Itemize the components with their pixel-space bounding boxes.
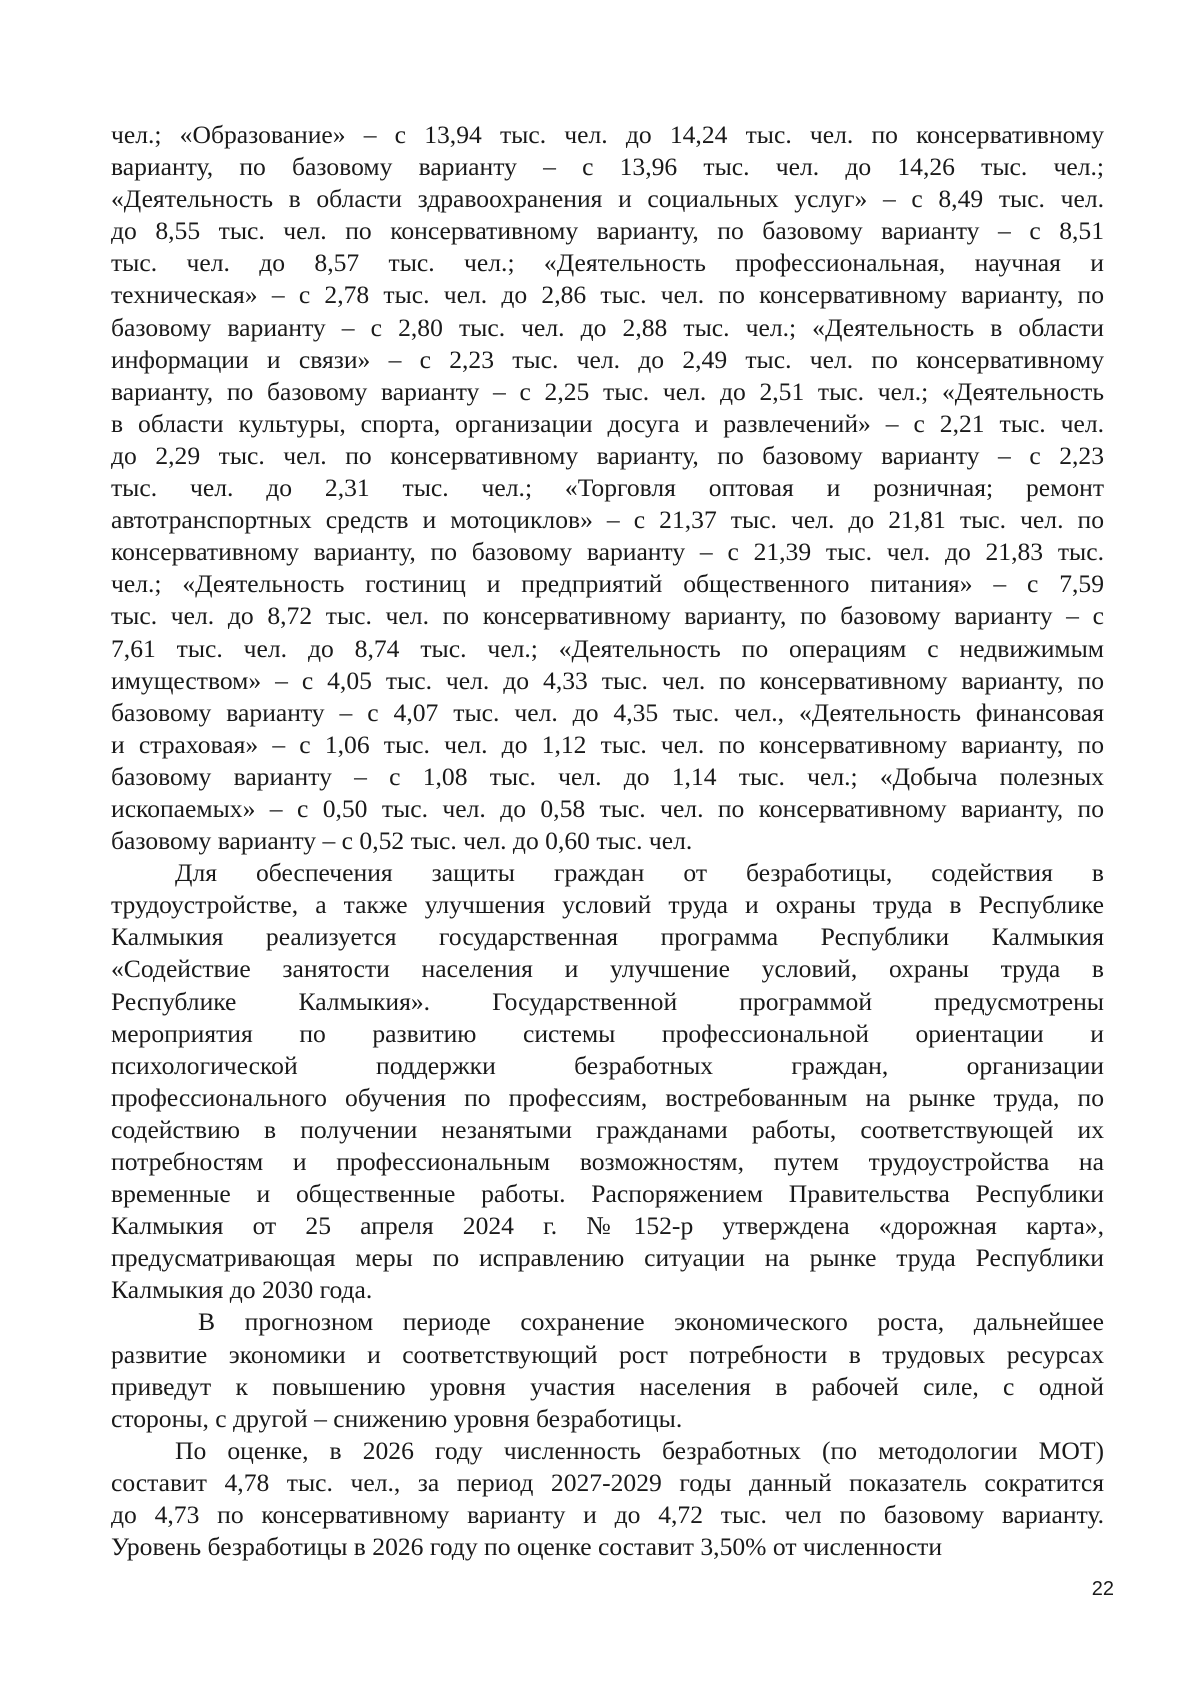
text-line: техническая» – с 2,78 тыс. чел. до 2,86 тыс. чел. по консервативному варианту, по	[111, 280, 1104, 310]
paragraph	[111, 119, 1104, 857]
text-line: развитие экономики и соответствующий рост потребности в трудовых ресурсах	[111, 1339, 1104, 1369]
text-line: базовому варианту – с 1,08 тыс. чел. до 1,14 тыс. чел.; «Добыча полезных	[111, 761, 1104, 791]
text-line: чел.; «Деятельность гостиниц и предприятий общественного питания» – с 7,59	[111, 569, 1104, 599]
text-line: Калмыкия до 2030 года.	[111, 1275, 373, 1305]
text-line: «Содействие занятости населения и улучшение условий, охраны труда в	[111, 954, 1104, 984]
text-line: базовому варианту – с 0,52 тыс. чел. до 0,60 тыс. чел.	[111, 826, 693, 856]
text-line: ископаемых» – с 0,50 тыс. чел. до 0,58 тыс. чел. по консервативному варианту, по	[111, 793, 1104, 823]
text-line: стороны, с другой – снижению уровня безработицы.	[111, 1403, 683, 1433]
text-line: тыс. чел. до 8,57 тыс. чел.; «Деятельность профессиональная, научная и	[111, 248, 1104, 278]
text-line: Калмыкия реализуется государственная программа Республики Калмыкия	[111, 922, 1104, 952]
text-line: временные и общественные работы. Распоряжением Правительства Республики	[111, 1179, 1104, 1209]
text-line: до 8,55 тыс. чел. по консервативному варианту, по базовому варианту – с 8,51	[111, 216, 1104, 246]
text-line: варианту, по базовому варианту – с 2,25 тыс. чел. до 2,51 тыс. чел.; «Деятельность	[111, 376, 1104, 406]
text-line: приведут к повышению уровня участия населения в рабочей силе, с одной	[111, 1371, 1104, 1401]
text-line: автотранспортных средств и мотоциклов» – с 21,37 тыс. чел. до 21,81 тыс. чел. по	[111, 505, 1104, 535]
text-line: чел.; «Образование» – с 13,94 тыс. чел. до 14,24 тыс. чел. по консервативному	[111, 120, 1104, 149]
text-line: предусматривающая меры по исправлению ситуации на рынке труда Республики	[111, 1243, 1104, 1273]
text-line: базовому варианту – с 2,80 тыс. чел. до 2,88 тыс. чел.; «Деятельность в области	[111, 312, 1104, 342]
text-line: «Деятельность в области здравоохранения и социальных услуг» – с 8,49 тыс. чел.	[111, 184, 1104, 214]
text-line: 7,61 тыс. чел. до 8,74 тыс. чел.; «Деятельность по операциям с недвижимым	[111, 633, 1104, 663]
text-line: Уровень безработицы в 2026 году по оценке составит 3,50% от численности	[111, 1532, 943, 1562]
text-line: Для обеспечения защиты граждан от безработицы, содействия в	[175, 858, 1104, 888]
paragraph	[111, 1306, 1104, 1434]
text-line: информации и связи» – с 2,23 тыс. чел. до 2,49 тыс. чел. по консервативному	[111, 344, 1104, 374]
text-line: трудоустройстве, а также улучшения условий труда и охраны труда в Республике	[111, 890, 1104, 920]
text-line: в области культуры, спорта, организации досуга и развлечений» – с 2,21 тыс. чел.	[111, 408, 1104, 438]
body-text	[111, 119, 1104, 1563]
text-line: и страховая» – с 1,06 тыс. чел. до 1,12 тыс. чел. по консервативному варианту, по	[111, 729, 1104, 759]
text-line: мероприятия по развитию системы профессиональной ориентации и	[111, 1018, 1104, 1048]
text-line: психологической поддержки безработных граждан, организации	[111, 1050, 1104, 1080]
paragraph	[111, 857, 1104, 1306]
text-line: базовому варианту – с 4,07 тыс. чел. до 4,35 тыс. чел., «Деятельность финансовая	[111, 697, 1104, 727]
page-number: 22	[1091, 1578, 1114, 1600]
text-line: Республике Калмыкия». Государственной программой предусмотрены	[111, 986, 1104, 1016]
text-line: до 2,29 тыс. чел. по консервативному варианту, по базовому варианту – с 2,23	[111, 440, 1104, 470]
paragraph	[111, 1435, 1104, 1563]
text-line: варианту, по базовому варианту – с 13,96 тыс. чел. до 14,26 тыс. чел.;	[111, 152, 1104, 182]
text-line: потребностям и профессиональным возможностям, путем трудоустройства на	[111, 1147, 1104, 1176]
text-line: По оценке, в 2026 году численность безработных (по методологии МОТ)	[175, 1435, 1104, 1465]
text-line: тыс. чел. до 2,31 тыс. чел.; «Торговля оптовая и розничная; ремонт	[111, 473, 1104, 503]
text-line: Калмыкия от 25 апреля 2024 г. №152-р утверждена «дорожная карта»,	[111, 1211, 1104, 1241]
text-line: консервативному варианту, по базовому варианту – с 21,39 тыс. чел. до 21,83 тыс.	[111, 537, 1104, 567]
text-line: имуществом» – с 4,05 тыс. чел. до 4,33 тыс. чел. по консервативному варианту, по	[111, 665, 1104, 695]
text-line: В прогнозном периоде сохранение экономического роста, дальнейшее	[198, 1307, 1104, 1337]
text-line: до 4,73 по консервативному варианту и до 4,72 тыс. чел по базовому варианту.	[111, 1500, 1104, 1530]
text-line: профессионального обучения по профессиям, востребованным на рынке труда, по	[111, 1082, 1104, 1112]
text-line: тыс. чел. до 8,72 тыс. чел. по консервативному варианту, по базовому варианту – с	[111, 601, 1104, 631]
text-line: составит 4,78 тыс. чел., за период 2027-2029 годы данный показатель сократится	[111, 1467, 1104, 1497]
text-line: содействию в получении незанятыми гражданами работы, соответствующей их	[111, 1114, 1104, 1144]
